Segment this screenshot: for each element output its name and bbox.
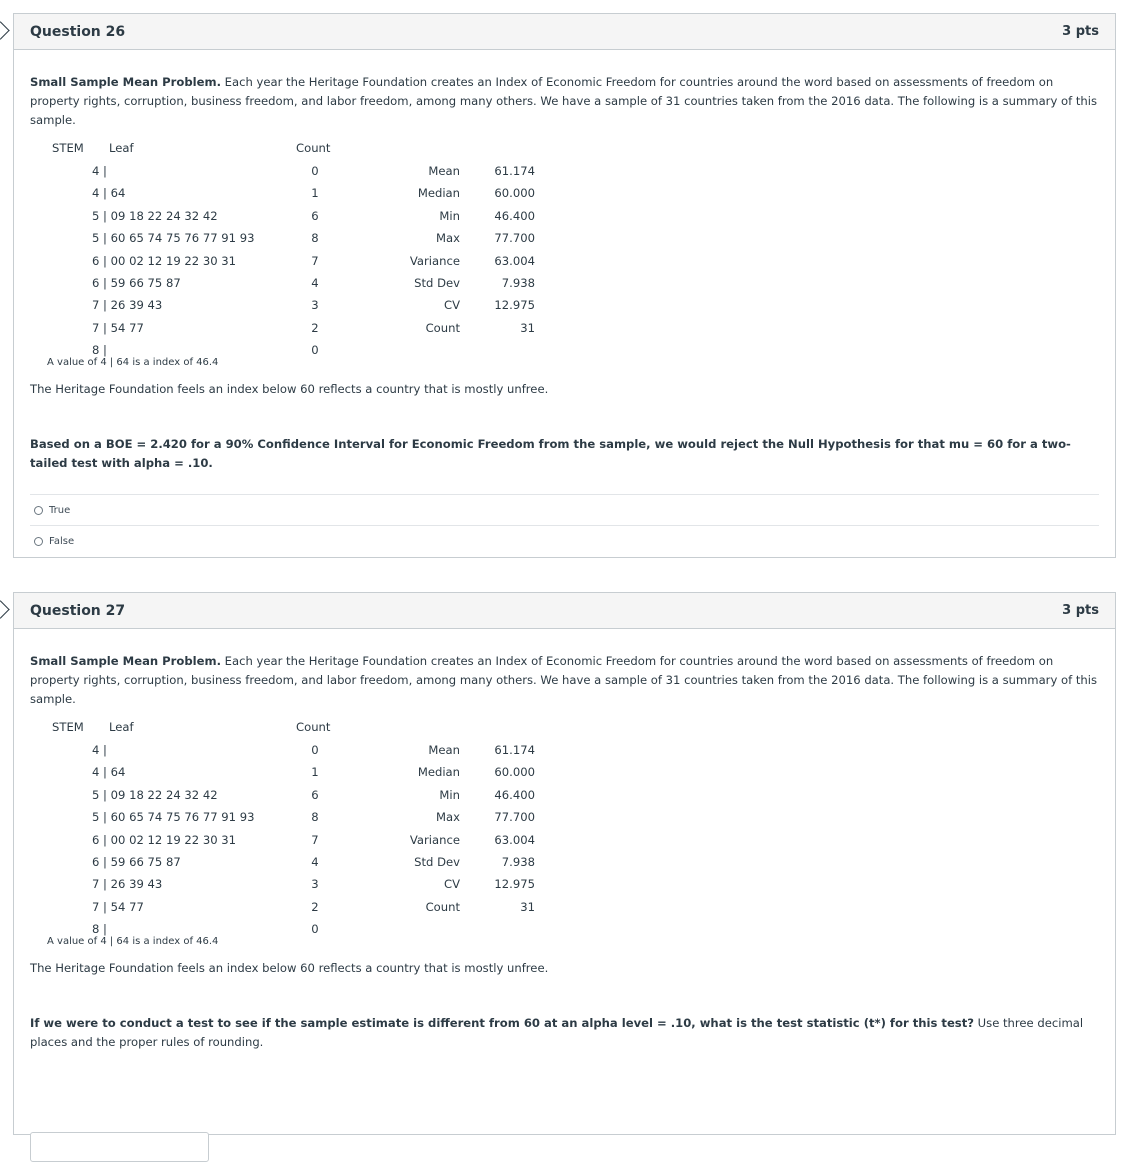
summary-value: 60.000 — [494, 765, 535, 780]
stem-leaf-row: 4 | 64 — [92, 186, 126, 201]
stem-count: 1 — [311, 765, 319, 780]
leaf-header: Leaf — [109, 141, 134, 155]
stem-count: 0 — [311, 922, 319, 937]
stem-count: 3 — [311, 877, 319, 892]
question-26-card — [13, 13, 1116, 558]
question-marker-icon — [0, 600, 10, 618]
summary-label: Min — [439, 208, 460, 223]
question-title: Question 26 — [30, 23, 126, 40]
summary-value: 63.004 — [494, 253, 535, 268]
stem-leaf-note: A value of 4 | 64 is a index of 46.4 — [47, 357, 219, 368]
question-27-body — [14, 652, 1115, 1052]
summary-value: 12.975 — [494, 298, 535, 313]
stem-leaf-row: 4 | — [92, 743, 107, 757]
summary-value: 61.174 — [494, 743, 535, 757]
summary-value: 46.400 — [494, 208, 535, 223]
question-prompt-bold: If we were to conduct a test to see if the sample estimate is different from 60 at an alpha level = .10, what is the test statistic (t*) for this test? — [30, 1016, 974, 1030]
stem-header: STEM — [52, 720, 84, 734]
answer-option-true[interactable] — [30, 494, 1099, 525]
radio-button-icon[interactable] — [34, 506, 43, 515]
stem-count: 8 — [311, 231, 319, 246]
answer-options — [30, 494, 1099, 556]
problem-intro-text: Each year the Heritage Foundation creates an Index of Economic Freedom for countries around the word based on assessments of freedom on property rights, corruption, business freedom, and labor freedom, among many others. We have a sample of 31 countries taken from the 2016 data. The following is a summary of this sample. — [30, 654, 1098, 706]
stem-count: 0 — [311, 164, 319, 178]
summary-label: CV — [443, 877, 460, 892]
radio-button-icon[interactable] — [34, 537, 43, 546]
stem-count: 6 — [311, 208, 319, 223]
stem-leaf-row: 7 | 54 77 — [92, 899, 144, 914]
summary-value: 7.938 — [501, 855, 535, 869]
stem-leaf-note: A value of 4 | 64 is a index of 46.4 — [47, 936, 219, 947]
stem-leaf-row: 6 | 59 66 75 87 — [92, 855, 181, 869]
problem-intro-text: Each year the Heritage Foundation creates an Index of Economic Freedom for countries around the word based on assessments of freedom on property rights, corruption, business freedom, and labor freedom, among many others. We have a sample of 31 countries taken from the 2016 data. The following is a summary of this sample. — [30, 75, 1098, 127]
summary-label: Mean — [428, 164, 460, 178]
answer-input[interactable] — [30, 1132, 209, 1162]
stem-leaf-row: 4 | 64 — [92, 765, 126, 780]
summary-value: 60.000 — [494, 186, 535, 201]
summary-label: Median — [417, 765, 460, 780]
leaf-header: Leaf — [109, 720, 134, 734]
question-prompt-instructions: Use three decimal places and the proper rules of rounding. — [30, 1016, 1084, 1049]
stem-leaf-row: 5 | 09 18 22 24 32 42 — [92, 208, 218, 223]
stem-count: 1 — [311, 186, 319, 201]
summary-label: CV — [443, 298, 460, 313]
problem-intro-bold: Small Sample Mean Problem. — [30, 654, 221, 668]
stem-count: 7 — [311, 832, 319, 847]
summary-value: 31 — [520, 320, 535, 335]
stem-count: 7 — [311, 253, 319, 268]
stem-leaf-row: 5 | 60 65 74 75 76 77 91 93 — [92, 810, 255, 825]
summary-label: Max — [436, 231, 460, 246]
question-26-header — [14, 14, 1115, 50]
problem-intro-bold: Small Sample Mean Problem. — [30, 75, 221, 89]
summary-value: 12.975 — [494, 877, 535, 892]
stem-leaf-row: 5 | 60 65 74 75 76 77 91 93 — [92, 231, 255, 246]
problem-intro — [30, 652, 1099, 709]
stem-count: 2 — [311, 320, 319, 335]
stem-count: 3 — [311, 298, 319, 313]
context-statement: The Heritage Foundation feels an index below 60 reflects a country that is mostly unfree. — [30, 961, 549, 975]
stem-leaf-summary — [30, 717, 1099, 937]
count-header: Count — [296, 720, 331, 734]
stem-count: 4 — [311, 276, 319, 290]
summary-label: Mean — [428, 743, 460, 757]
problem-intro — [30, 73, 1099, 130]
summary-value: 46.400 — [494, 787, 535, 802]
stem-leaf-row: 5 | 09 18 22 24 32 42 — [92, 787, 218, 802]
stem-header: STEM — [52, 141, 84, 155]
stem-count: 4 — [311, 855, 319, 869]
stem-count: 6 — [311, 787, 319, 802]
stem-leaf-row: 6 | 00 02 12 19 22 30 31 — [92, 253, 237, 268]
summary-value: 63.004 — [494, 832, 535, 847]
answer-label: True — [49, 504, 71, 516]
stem-leaf-row: 7 | 54 77 — [92, 320, 144, 335]
count-header: Count — [296, 141, 331, 155]
summary-value: 61.174 — [494, 164, 535, 178]
question-27-header — [14, 593, 1115, 629]
stem-leaf-row: 6 | 00 02 12 19 22 30 31 — [92, 832, 237, 847]
stem-leaf-row: 8 | — [92, 343, 107, 358]
question-title: Question 27 — [30, 602, 126, 619]
summary-value: 31 — [520, 899, 535, 914]
stem-count: 0 — [311, 343, 319, 358]
stem-leaf-row: 8 | — [92, 922, 107, 937]
question-marker-icon — [0, 21, 10, 39]
stem-leaf-row: 6 | 59 66 75 87 — [92, 276, 181, 290]
stem-leaf-row: 7 | 26 39 43 — [92, 877, 163, 892]
summary-value: 7.938 — [501, 276, 535, 290]
stem-leaf-row: 4 | — [92, 164, 107, 178]
answer-label: False — [49, 535, 75, 547]
question-points: 3 pts — [1062, 603, 1099, 618]
question-27-card — [13, 592, 1116, 1135]
stem-count: 0 — [311, 743, 319, 757]
stem-leaf-row: 7 | 26 39 43 — [92, 298, 163, 313]
question-prompt — [30, 1014, 1099, 1052]
summary-label: Std Dev — [414, 276, 460, 290]
context-statement: The Heritage Foundation feels an index below 60 reflects a country that is mostly unfree. — [30, 382, 549, 396]
summary-label: Variance — [409, 253, 460, 268]
summary-label: Max — [436, 810, 460, 825]
question-points: 3 pts — [1062, 24, 1099, 39]
answer-option-false[interactable] — [30, 525, 1099, 556]
summary-label: Min — [439, 787, 460, 802]
summary-label: Median — [417, 186, 460, 201]
summary-label: Count — [425, 899, 460, 914]
summary-value: 77.700 — [494, 810, 535, 825]
question-26-body — [14, 73, 1115, 556]
stem-count: 8 — [311, 810, 319, 825]
summary-value: 77.700 — [494, 231, 535, 246]
stem-count: 2 — [311, 899, 319, 914]
summary-label: Count — [425, 320, 460, 335]
stem-leaf-summary — [30, 138, 1099, 358]
summary-label: Variance — [409, 832, 460, 847]
question-prompt: Based on a BOE = 2.420 for a 90% Confidence Interval for Economic Freedom from the sample, we would reject the Null Hypothesis for that mu = 60 for a two-tailed test with alpha = .10. — [30, 437, 1071, 470]
summary-label: Std Dev — [414, 855, 460, 869]
